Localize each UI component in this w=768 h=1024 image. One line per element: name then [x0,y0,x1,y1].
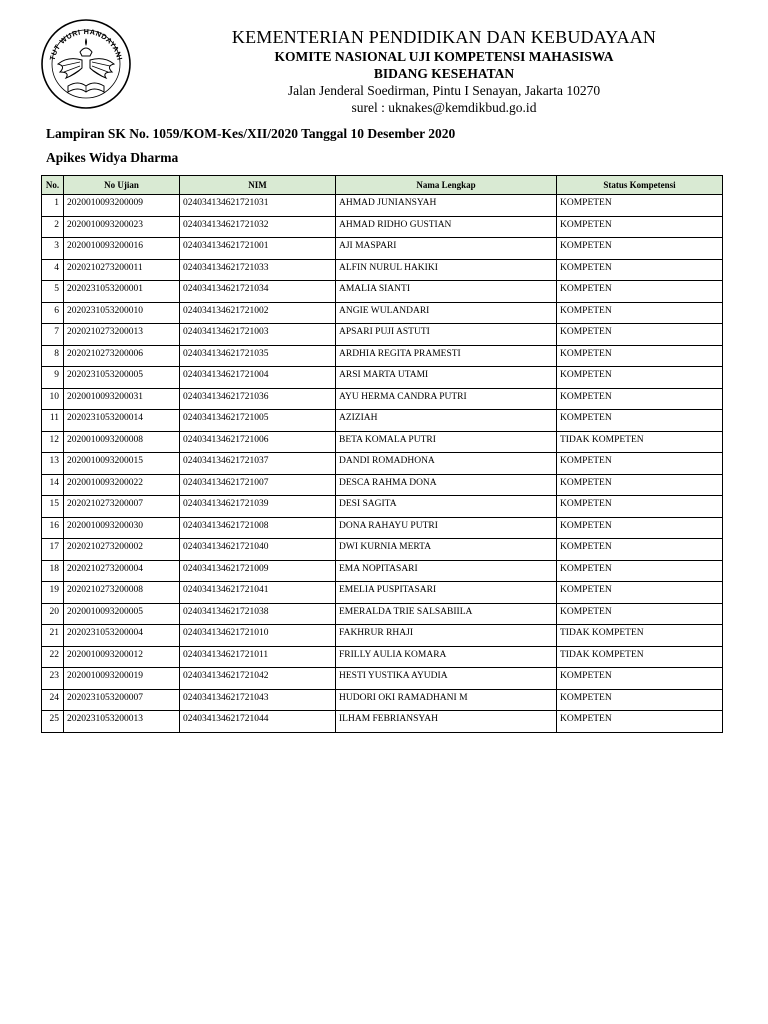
col-header-no-ujian: No Ujian [64,176,180,195]
cell-no: 6 [42,302,64,324]
cell-no-ujian: 2020231053200010 [64,302,180,324]
cell-nim: 024034134621721043 [180,689,336,711]
cell-nim: 024034134621721007 [180,474,336,496]
cell-no: 1 [42,195,64,217]
email: surel : uknakes@kemdikbud.go.id [351,100,537,115]
cell-no: 2 [42,216,64,238]
cell-no-ujian: 2020010093200008 [64,431,180,453]
institution-name: Apikes Widya Dharma [46,150,179,165]
cell-nim: 024034134621721042 [180,668,336,690]
cell-nama: ARDHIA REGITA PRAMESTI [336,345,557,367]
cell-status: KOMPETEN [557,560,723,582]
cell-no: 16 [42,517,64,539]
cell-status: TIDAK KOMPETEN [557,431,723,453]
table-row [42,281,723,303]
cell-nama: DANDI ROMADHONA [336,453,557,475]
table-row [42,582,723,604]
cell-no-ujian: 2020010093200015 [64,453,180,475]
cell-no-ujian: 2020010093200016 [64,238,180,260]
cell-nim: 024034134621721005 [180,410,336,432]
cell-no-ujian: 2020231053200014 [64,410,180,432]
table-row [42,195,723,217]
cell-status: KOMPETEN [557,410,723,432]
cell-status: KOMPETEN [557,302,723,324]
cell-no-ujian: 2020231053200004 [64,625,180,647]
cell-nim: 024034134621721006 [180,431,336,453]
cell-nama: ARSI MARTA UTAMI [336,367,557,389]
cell-status: KOMPETEN [557,603,723,625]
cell-nama: HUDORI OKI RAMADHANI M [336,689,557,711]
table-row [42,324,723,346]
cell-no: 23 [42,668,64,690]
cell-nim: 024034134621721033 [180,259,336,281]
cell-nim: 024034134621721037 [180,453,336,475]
table-header-row [42,176,723,195]
cell-no: 3 [42,238,64,260]
cell-no: 19 [42,582,64,604]
committee-title: KOMITE NASIONAL UJI KOMPETENSI MAHASISWA [274,49,614,64]
cell-status: KOMPETEN [557,345,723,367]
cell-no-ujian: 2020010093200012 [64,646,180,668]
table-row [42,367,723,389]
cell-nim: 024034134621721038 [180,603,336,625]
cell-nim: 024034134621721010 [180,625,336,647]
table-row [42,453,723,475]
cell-no-ujian: 2020010093200023 [64,216,180,238]
cell-status: KOMPETEN [557,496,723,518]
cell-nama: BETA KOMALA PUTRI [336,431,557,453]
cell-nim: 024034134621721035 [180,345,336,367]
table-row [42,216,723,238]
cell-nama: EMA NOPITASARI [336,560,557,582]
table-row [42,560,723,582]
cell-status: KOMPETEN [557,195,723,217]
cell-nama: FRILLY AULIA KOMARA [336,646,557,668]
table-row [42,689,723,711]
cell-nama: AMALIA SIANTI [336,281,557,303]
cell-nama: AJI MASPARI [336,238,557,260]
cell-nim: 024034134621721003 [180,324,336,346]
cell-nim: 024034134621721036 [180,388,336,410]
cell-nim: 024034134621721034 [180,281,336,303]
table-row [42,711,723,733]
cell-no-ujian: 2020210273200008 [64,582,180,604]
table-row [42,668,723,690]
cell-status: KOMPETEN [557,388,723,410]
cell-status: KOMPETEN [557,453,723,475]
cell-no: 9 [42,367,64,389]
cell-status: KOMPETEN [557,474,723,496]
cell-status: KOMPETEN [557,238,723,260]
cell-no: 12 [42,431,64,453]
cell-no: 17 [42,539,64,561]
cell-no: 4 [42,259,64,281]
attachment-reference: Lampiran SK No. 1059/KOM-Kes/XII/2020 Tanggal 10 Desember 2020 [46,126,456,141]
table-row [42,646,723,668]
cell-nim: 024034134621721002 [180,302,336,324]
table-row [42,238,723,260]
cell-no: 18 [42,560,64,582]
col-header-status: Status Kompetensi [557,176,723,195]
cell-status: KOMPETEN [557,216,723,238]
cell-nama: AHMAD JUNIANSYAH [336,195,557,217]
cell-no-ujian: 2020210273200007 [64,496,180,518]
cell-nim: 024034134621721039 [180,496,336,518]
cell-no: 14 [42,474,64,496]
cell-no-ujian: 2020010093200019 [64,668,180,690]
cell-no: 22 [42,646,64,668]
cell-nama: DONA RAHAYU PUTRI [336,517,557,539]
svg-text:TUT WURI HANDAYANI: TUT WURI HANDAYANI [47,26,125,62]
cell-status: KOMPETEN [557,711,723,733]
cell-no-ujian: 2020210273200002 [64,539,180,561]
cell-nim: 024034134621721031 [180,195,336,217]
cell-nim: 024034134621721044 [180,711,336,733]
cell-no: 11 [42,410,64,432]
table-row [42,345,723,367]
cell-no: 24 [42,689,64,711]
table-row [42,625,723,647]
table-row [42,496,723,518]
cell-no: 7 [42,324,64,346]
cell-nim: 024034134621721041 [180,582,336,604]
cell-status: KOMPETEN [557,324,723,346]
cell-no-ujian: 2020210273200011 [64,259,180,281]
letterhead [140,28,748,118]
cell-no-ujian: 2020210273200013 [64,324,180,346]
cell-no: 5 [42,281,64,303]
cell-no-ujian: 2020231053200007 [64,689,180,711]
cell-status: KOMPETEN [557,517,723,539]
table-row [42,603,723,625]
cell-nama: ALFIN NURUL HAKIKI [336,259,557,281]
cell-no: 20 [42,603,64,625]
cell-nim: 024034134621721009 [180,560,336,582]
cell-nama: ANGIE WULANDARI [336,302,557,324]
col-header-nama: Nama Lengkap [336,176,557,195]
cell-nama: DWI KURNIA MERTA [336,539,557,561]
cell-nama: DESCA RAHMA DONA [336,474,557,496]
ministry-title: KEMENTERIAN PENDIDIKAN DAN KEBUDAYAAN [231,27,657,47]
address: Jalan Jenderal Soedirman, Pintu I Senayan, Jakarta 10270 [287,83,601,98]
cell-nama: ILHAM FEBRIANSYAH [336,711,557,733]
cell-no-ujian: 2020010093200031 [64,388,180,410]
col-header-no: No. [42,176,64,195]
table-row [42,388,723,410]
cell-status: KOMPETEN [557,689,723,711]
cell-no-ujian: 2020210273200006 [64,345,180,367]
cell-no-ujian: 2020010093200005 [64,603,180,625]
cell-nama: AZIZIAH [336,410,557,432]
cell-status: KOMPETEN [557,668,723,690]
col-header-nim: NIM [180,176,336,195]
cell-status: KOMPETEN [557,259,723,281]
tut-wuri-handayani-logo [38,16,134,112]
table-row [42,474,723,496]
cell-nim: 024034134621721040 [180,539,336,561]
cell-no: 8 [42,345,64,367]
cell-nim: 024034134621721032 [180,216,336,238]
table-row [42,410,723,432]
cell-status: KOMPETEN [557,539,723,561]
cell-nama: HESTI YUSTIKA AYUDIA [336,668,557,690]
table-row [42,259,723,281]
cell-no-ujian: 2020010093200009 [64,195,180,217]
cell-nim: 024034134621721008 [180,517,336,539]
cell-no-ujian: 2020231053200005 [64,367,180,389]
results-table [41,175,723,733]
division-title: BIDANG KESEHATAN [373,66,515,81]
cell-status: KOMPETEN [557,367,723,389]
cell-nama: AYU HERMA CANDRA PUTRI [336,388,557,410]
cell-status: KOMPETEN [557,281,723,303]
cell-nama: DESI SAGITA [336,496,557,518]
cell-no: 21 [42,625,64,647]
cell-no: 25 [42,711,64,733]
cell-no-ujian: 2020231053200013 [64,711,180,733]
table-row [42,431,723,453]
cell-no-ujian: 2020210273200004 [64,560,180,582]
cell-nama: FAKHRUR RHAJI [336,625,557,647]
cell-no: 10 [42,388,64,410]
cell-status: KOMPETEN [557,582,723,604]
cell-status: TIDAK KOMPETEN [557,646,723,668]
cell-nama: EMERALDA TRIE SALSABIILA [336,603,557,625]
table-row [42,302,723,324]
cell-nim: 024034134621721001 [180,238,336,260]
cell-nama: APSARI PUJI ASTUTI [336,324,557,346]
cell-nama: AHMAD RIDHO GUSTIAN [336,216,557,238]
cell-status: TIDAK KOMPETEN [557,625,723,647]
table-row [42,517,723,539]
cell-no-ujian: 2020010093200022 [64,474,180,496]
cell-nim: 024034134621721004 [180,367,336,389]
cell-nama: EMELIA PUSPITASARI [336,582,557,604]
cell-no: 15 [42,496,64,518]
table-row [42,539,723,561]
cell-no: 13 [42,453,64,475]
cell-no-ujian: 2020231053200001 [64,281,180,303]
cell-nim: 024034134621721011 [180,646,336,668]
cell-no-ujian: 2020010093200030 [64,517,180,539]
